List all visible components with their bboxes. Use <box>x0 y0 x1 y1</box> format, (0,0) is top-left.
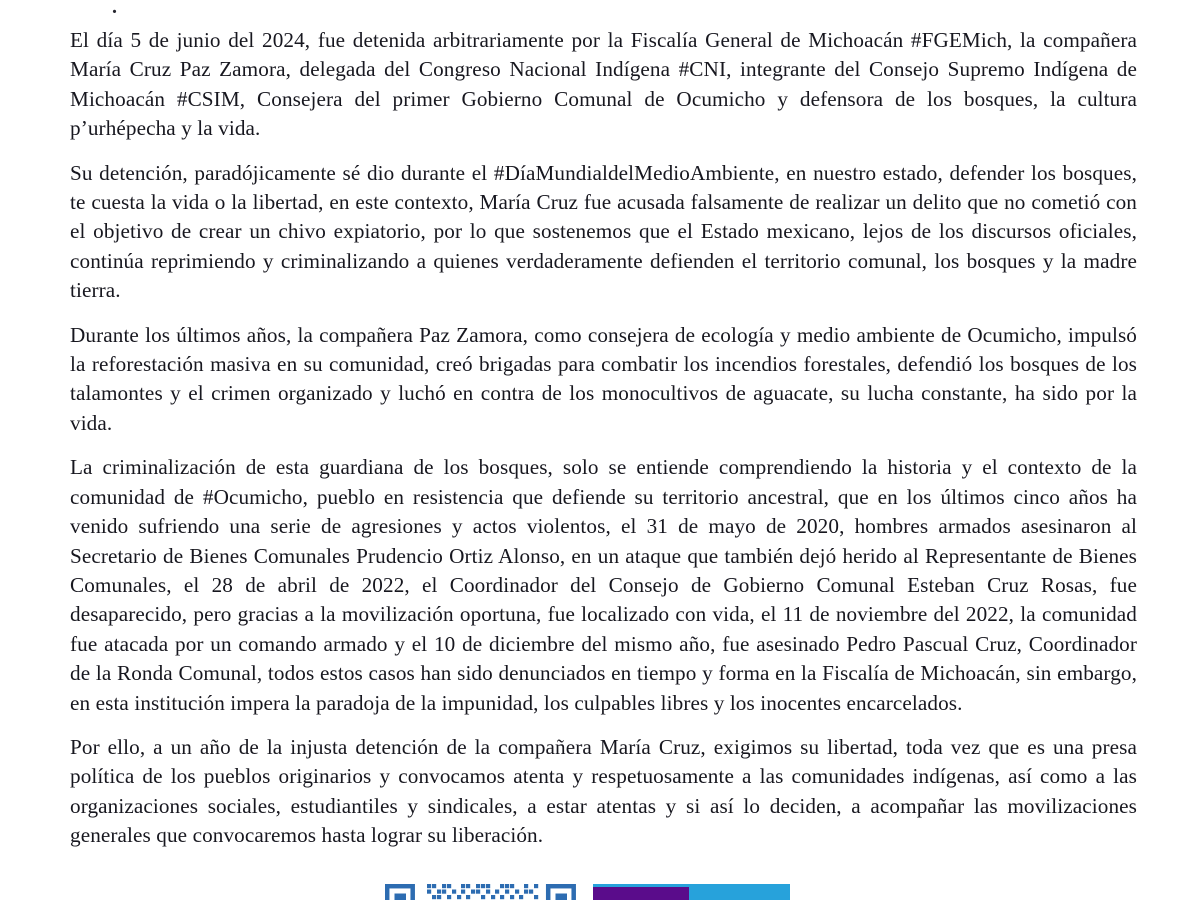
paragraph-ocumicho-history: La criminalización de esta guardiana de los bosques, solo se entiende comprendiendo la historia y el contexto de la comunidad de #Ocumicho, pueblo en resistencia que defiende su territorio ancestral, que en los últimos cinco años ha venido sufriendo una serie de agresiones y actos violentos, el 31 de mayo de 2020, hombres armados asesinaron al Secretario de Bienes Comunales Prudencio Ortiz Alonso, en un ataque que también dejó herido al Representante de Bienes Comunales, el 28 de abril de 2022, el Coordinador del Consejo de Gobierno Comunal Esteban Cruz Rosas, fue desaparecido, pero gracias a la movilización oportuna, fue localizado con vida, el 11 de noviembre del 2022, la comunidad fue atacada por un comando armado y el 10 de diciembre del mismo año, fue asesinado Pedro Pascual Cruz, Coordinador de la Ronda Comunal, todos estos casos han sido denunciados en tiempo y forma en la Fiscalía de Michoacán, sin embargo, en esta institución impera la paradoja de la impunidad, los culpables libres y los inocentes encarcelados. <box>70 455 1137 715</box>
stray-period-mark: . <box>112 0 117 18</box>
qr-code-icon <box>385 884 576 900</box>
paragraph-call-to-action: Por ello, a un año de la injusta detención de la compañera María Cruz, exigimos su libertad, toda vez que es una presa política de los pueblos originarios y convocamos atenta y respetuosamente a las comunidades indígenas, así como a las organizaciones sociales, estudiantiles y sindicales, a estar atentas y si así lo deciden, a acompañar las movilizaciones generales que convocaremos hasta lograr su liberación. <box>70 734 1137 848</box>
logo-bar-purple-segment <box>593 887 689 900</box>
paragraph-ecology-work: Durante los últimos años, la compañera Paz Zamora, como consejera de ecología y medio ambiente de Ocumicho, impulsó la reforestación masiva en su comunidad, creó brigadas para combatir los incendios forestales, defendió los bosques de los talamontes y el crimen organizado y luchó en contra de los monocultivos de aguacate, su lucha constante, ha sido por la vida. <box>70 322 1137 435</box>
paragraph-detention-intro: El día 5 de junio del 2024, fue detenida arbitrariamente por la Fiscalía General de Michoacán #FGEMich, la compañera María Cruz Paz Zamora, delegada del Congreso Nacional Indígena #CNI, integrante del Consejo Supremo Indígena de Michoacán #CSIM, Consejera del primer Gobierno Comunal de Ocumicho y defensora de los bosques, la cultura p’urhépecha y la vida. <box>70 28 1137 141</box>
paragraph-environment-day: Su detención, paradójicamente sé dio durante el #DíaMundialdelMedioAmbiente, en nuestro estado, defender los bosques, te cuesta la vida o la libertad, en este contexto, María Cruz fue acusada falsamente de realizar un delito que no cometió con el objetivo de crear un chivo expiatorio, por lo que sostenemos que el Estado mexicano, lejos de los discursos oficiales, continúa reprimiendo y criminalizando a quienes verdaderamente defienden el territorio comunal, los bosques y la madre tierra. <box>70 160 1137 303</box>
